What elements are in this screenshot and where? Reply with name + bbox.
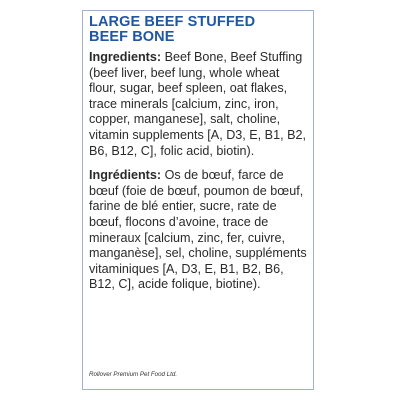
ingredient-label-card (82, 10, 314, 390)
product-title: LARGE BEEF STUFFED BEEF BONE (89, 14, 256, 45)
ingredients-french (89, 168, 307, 293)
ingredients-text-english: Beef Bone, Beef Stuffing (beef liver, beef lung, whole wheat flour, sugar, beef spleen, oat flakes, trace minerals [calcium, zinc, iron, copper, manganese], salt, choline, vitamin supplements [A, D3, E, B1, B2, B6, B12, C], folic acid, biotin). (89, 50, 306, 158)
ingredients-text-french: Os de bœuf, farce de bœuf (foie de bœuf, poumon de bœuf, farine de blé entier, sucre, rate de bœuf, flocons d’avoine, trace de mineraux [calcium, zinc, fer, cuivre, manganèse], sel, choline, suppléments vitaminiques [A, D3, E, B1, B2, B6, B12, C], acide folique, biotine). (89, 168, 307, 292)
ingredients-english (89, 50, 307, 159)
manufacturer-name: Rollover Premium Pet Food Ltd. (89, 371, 178, 378)
ingredients-heading-english: Ingredients: (89, 50, 162, 64)
ingredients-heading-french: Ingrédients: (89, 168, 162, 183)
